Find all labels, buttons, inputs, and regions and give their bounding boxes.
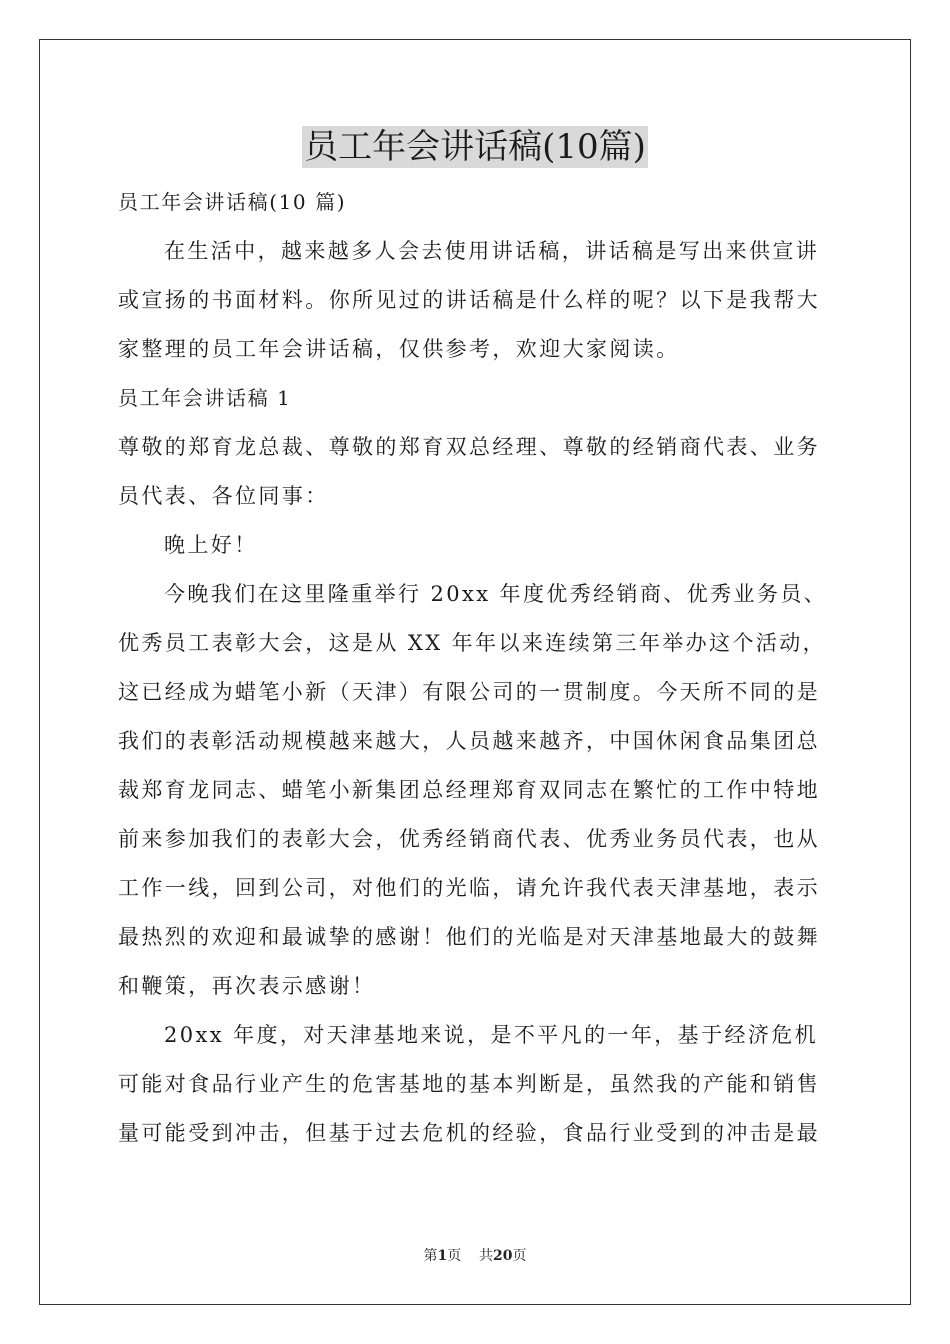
text-line: 和鞭策，再次表示感谢！ (118, 974, 376, 998)
text-line: 家整理的员工年会讲话稿，仅供参考，欢迎大家阅读。 (118, 337, 680, 361)
text-line: 在生活中，越来越多人会去使用讲话稿，讲话稿是写出来供宣讲 (164, 239, 820, 263)
text-line: 前来参加我们的表彰大会，优秀经销商代表、优秀业务员代表，也从 (118, 827, 820, 851)
text-line: 可能对食品行业产生的危害基地的基本判断是，虽然我的产能和销售 (118, 1072, 820, 1096)
text-line: 员代表、各位同事： (118, 484, 329, 508)
text-line: 或宣扬的书面材料。你所见过的讲话稿是什么样的呢？以下是我帮大 (118, 288, 820, 312)
text-line: 这已经成为蜡笔小新（天津）有限公司的一贯制度。今天所不同的是 (118, 680, 820, 704)
document-title: 员工年会讲话稿(10篇) (304, 127, 646, 167)
text-line: 优秀员工表彰大会，这是从 XX 年年以来连续第三年举办这个活动， (118, 631, 827, 655)
page-footer (0, 1245, 950, 1265)
total-pages: 20 (493, 1248, 513, 1264)
page-suffix: 页 (447, 1248, 462, 1264)
text-line: 20xx 年度，对天津基地来说，是不平凡的一年，基于经济危机 (164, 1023, 819, 1047)
text-line: 尊敬的郑育龙总裁、尊敬的郑育双总经理、尊敬的经销商代表、业务 (118, 435, 820, 459)
text-line: 晚上好！ (164, 533, 258, 557)
text-line: 工作一线，回到公司，对他们的光临，请允许我代表天津基地，表示 (118, 876, 820, 900)
page-number: 1 (437, 1248, 448, 1264)
title-container (0, 126, 950, 168)
text-line: 今晚我们在这里隆重举行 20xx 年度优秀经销商、优秀业务员、 (164, 582, 828, 606)
text-line: 员工年会讲话稿(10 篇) (118, 190, 347, 214)
text-line: 量可能受到冲击，但基于过去危机的经验，食品行业受到的冲击是最 (118, 1121, 820, 1145)
document-body (118, 178, 832, 1158)
text-line: 我们的表彰活动规模越来越大，人员越来越齐，中国休闲食品集团总 (118, 729, 820, 753)
text-line: 员工年会讲话稿 1 (118, 386, 292, 410)
total-prefix: 共 (479, 1248, 494, 1264)
text-line: 裁郑育龙同志、蜡笔小新集团总经理郑育双同志在繁忙的工作中特地 (118, 778, 820, 802)
page-prefix: 第 (423, 1248, 438, 1264)
text-line: 最热烈的欢迎和最诚挚的感谢！他们的光临是对天津基地最大的鼓舞 (118, 925, 820, 949)
total-suffix: 页 (512, 1248, 527, 1264)
